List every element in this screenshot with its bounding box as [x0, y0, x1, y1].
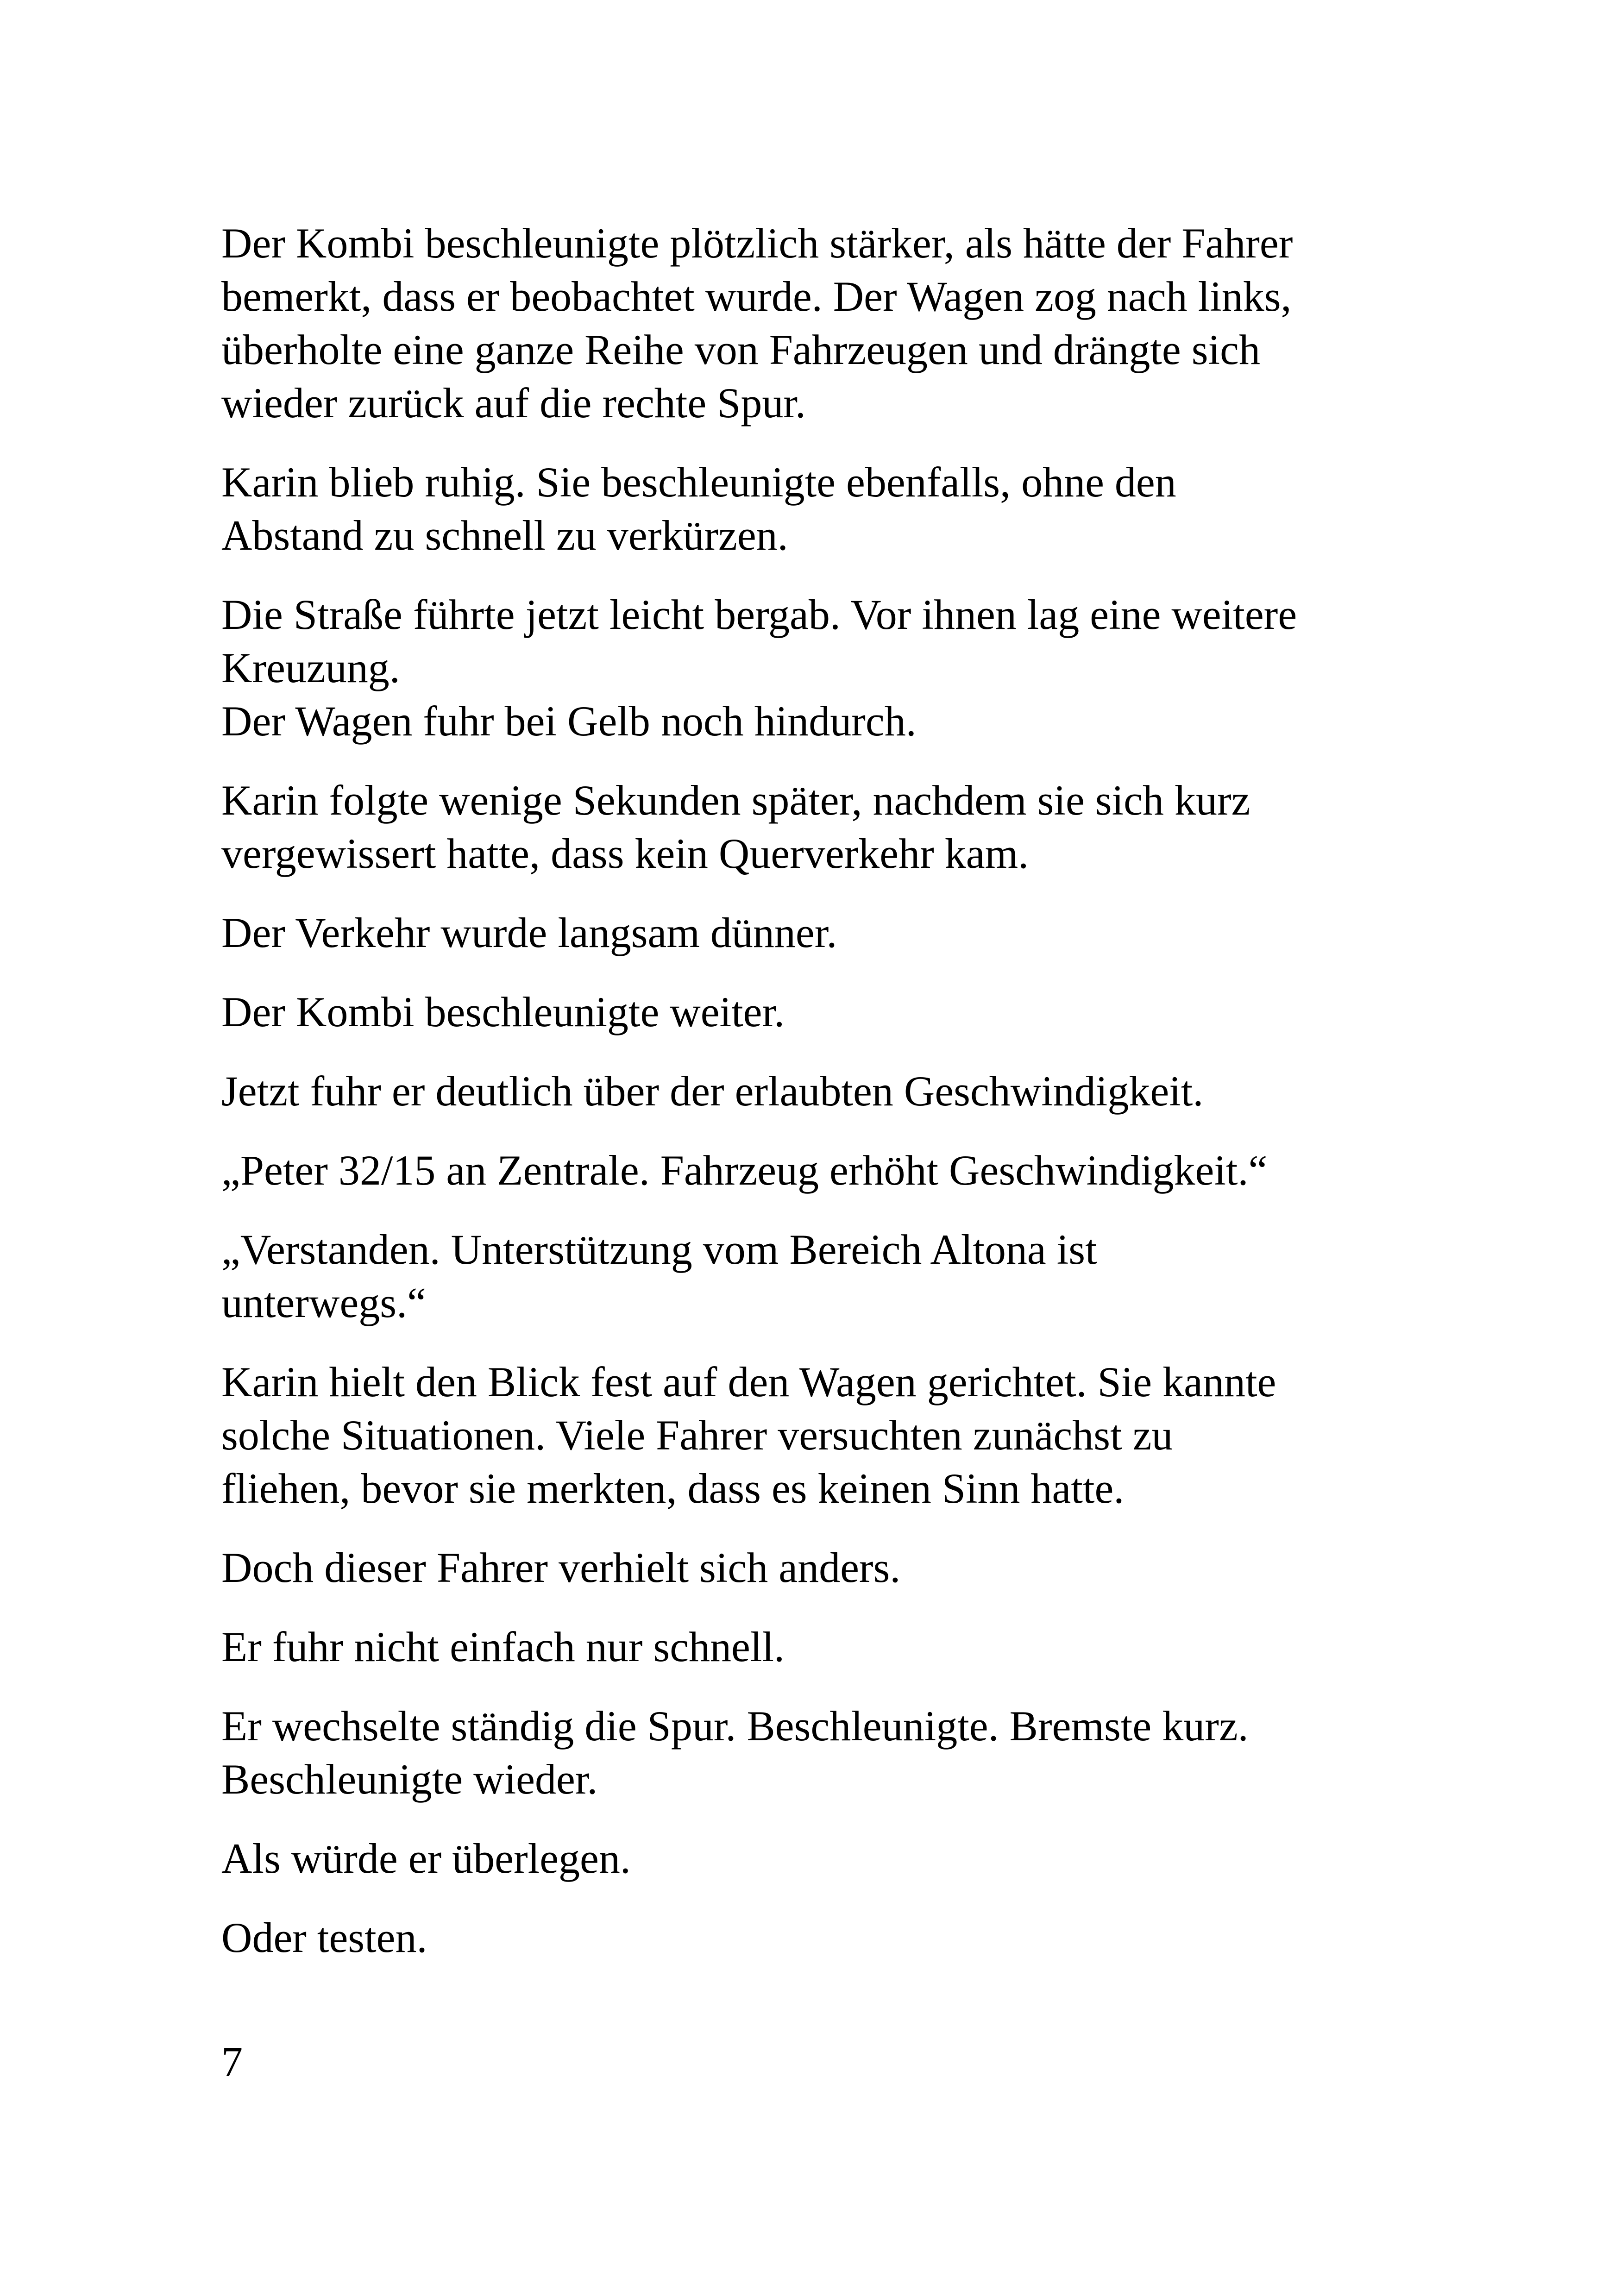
text-line: Oder testen. — [221, 1914, 427, 1961]
text-line: Der Verkehr wurde langsam dünner. — [221, 909, 837, 956]
paragraph — [221, 1355, 1426, 1515]
text-line: Doch dieser Fahrer verhielt sich anders. — [221, 1544, 901, 1591]
paragraph — [221, 1144, 1426, 1197]
paragraph — [221, 1223, 1426, 1330]
text-line: Der Kombi beschleunigte plötzlich stärker, als hätte der Fahrer — [221, 220, 1293, 267]
text-line: Als würde er überlegen. — [221, 1835, 631, 1882]
body-text — [221, 217, 1426, 1990]
paragraph — [221, 456, 1426, 562]
text-line: Er fuhr nicht einfach nur schnell. — [221, 1623, 785, 1670]
text-line: Abstand zu schnell zu verkürzen. — [221, 512, 788, 559]
paragraph — [221, 1541, 1426, 1594]
text-line: Karin hielt den Blick fest auf den Wagen gerichtet. Sie kannte — [221, 1358, 1276, 1405]
text-line: Jetzt fuhr er deutlich über der erlaubten Geschwindigkeit. — [221, 1067, 1204, 1115]
paragraph — [221, 588, 1426, 748]
text-line: wieder zurück auf die rechte Spur. — [221, 379, 806, 427]
text-line: solche Situationen. Viele Fahrer versuchten zunächst zu — [221, 1411, 1173, 1459]
paragraph — [221, 1065, 1426, 1118]
paragraph — [221, 1620, 1426, 1674]
text-line: unterwegs.“ — [221, 1279, 426, 1326]
text-line: Der Wagen fuhr bei Gelb noch hindurch. — [221, 697, 917, 745]
text-line: Beschleunigte wieder. — [221, 1756, 598, 1803]
text-line: Der Kombi beschleunigte weiter. — [221, 988, 785, 1035]
text-line: Er wechselte ständig die Spur. Beschleunigte. Bremste kurz. — [221, 1702, 1249, 1750]
paragraph — [221, 906, 1426, 960]
page-number: 7 — [221, 2038, 243, 2085]
text-line: Karin folgte wenige Sekunden später, nachdem sie sich kurz — [221, 777, 1250, 824]
paragraph — [221, 217, 1426, 430]
text-line: überholte eine ganze Reihe von Fahrzeugen und drängte sich — [221, 326, 1260, 373]
text-line: fliehen, bevor sie merkten, dass es keinen Sinn hatte. — [221, 1465, 1125, 1512]
text-line: vergewissert hatte, dass kein Querverkehr kam. — [221, 830, 1029, 877]
paragraph — [221, 1832, 1426, 1885]
paragraph — [221, 1700, 1426, 1806]
paragraph — [221, 774, 1426, 880]
text-line: Kreuzung. — [221, 644, 400, 691]
text-line: „Peter 32/15 an Zentrale. Fahrzeug erhöht Geschwindigkeit.“ — [221, 1147, 1268, 1194]
text-line: Karin blieb ruhig. Sie beschleunigte ebenfalls, ohne den — [221, 458, 1176, 506]
text-line: „Verstanden. Unterstützung vom Bereich Altona ist — [221, 1226, 1097, 1273]
text-line: bemerkt, dass er beobachtet wurde. Der Wagen zog nach links, — [221, 273, 1292, 320]
paragraph — [221, 1911, 1426, 1964]
paragraph — [221, 985, 1426, 1039]
text-line: Die Straße führte jetzt leicht bergab. Vor ihnen lag eine weitere — [221, 591, 1297, 638]
